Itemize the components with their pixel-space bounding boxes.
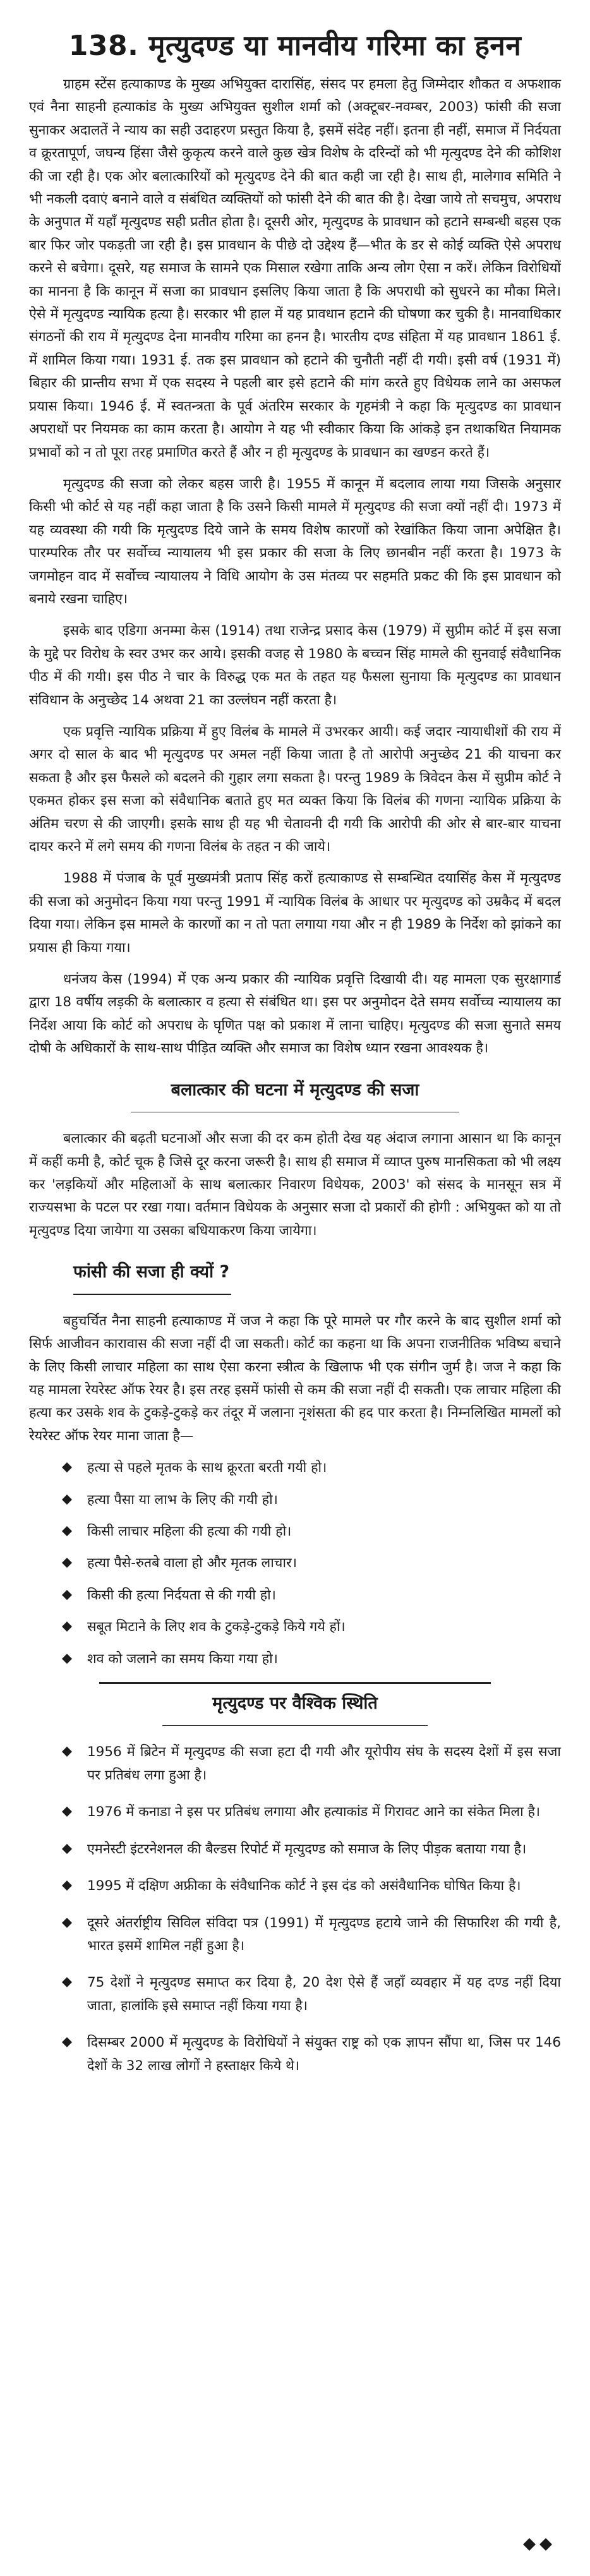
section-underline — [131, 1112, 459, 1113]
list-item: किसी लाचार महिला की हत्या की गयी हो। — [29, 1520, 561, 1543]
paragraph-1: ग्राहम स्टेंस हत्याकाण्ड के मुख्य अभियुक्त दारासिंह, संसद पर हमला हेतु जिम्मेदार शौकत व अफशाक एवं नैना साहनी हत्याकांड के मुख्य अभियुक्त सुशील शर्मा को (अक्टूबर-नवम्बर, 2003) फांसी की सजा सुनाकर अदालतें ने न्याय का सही उदाहरण प्रस्तुत किया है, इसमें संदेह नहीं। इतना ही नहीं, समाज में निर्दयता व क्रूरतापूर्ण, जघन्य हिंसा जैसे कुकृत्य करने वाले कुछ खेत्र विशेष के दरिन्दों को भी मृत्युदण्ड देने की कोशिश की जा रही है। एक ओर बलात्कारियों को मृत्युदण्ड देने की बात कही जा रही है। साथ ही, मालेगाव समिति ने भी नकली दवाएं बनाने वाले व संबंधित व्यक्तियों को फांसी देने की बात की है। देखा जाये तो सचमुच, अपराध के अनुपात में यहाँ मृत्युदण्ड सही प्रतीत होता है। दूसरी ओर, मृत्युदण्ड के प्रावधान को हटाने सम्बन्धी बहस एक बार फिर जोर पकड़ती जा रही है। इस प्रावधान के पीछे दो उद्देश्य हैं—भीत के डर से कोई व्यक्ति ऐसे अपराध करने से बचेगा। दूसरे, यह समाज के सामने एक मिसाल रखेगा ताकि अन्य लोग ऐसा न करें। लेकिन विरोधियों का मानना है कि कानून में सजा का प्रावधान इसलिए किया जाता है कि अपराधी को सुधरने का मौका मिले। ऐसे में मृत्युदण्ड न्यायिक हत्या है। सरकार भी हाल में यह प्रावधान हटाने की घोषणा कर चुकी है। मानवाधिकार संगठनों की राय में मृत्युदण्ड देना मानवीय गरिमा का हनन है। भारतीय दण्ड संहिता में यह प्रावधान 1861 ई. में शामिल किया गया। 1931 ई. तक इस प्रावधान को हटाने की चुनौती नहीं दी गयी। इसी वर्ष (1931 में) बिहार की प्रान्तीय सभा में एक सदस्य ने पहली बार इसे हटाने की मांग करते हुए विधेयक लाने का असफल प्रयास किया। 1946 ई. में स्वतन्त्रता के पूर्व अंतरिम सरकार के गृहमंत्री ने कहा कि मृत्युदण्ड का प्रावधान अपराधों पर नियमक का काम करता है। आयोग ने यह भी स्वीकार किया कि आंकड़े इन तथाकथित नियामक प्रभावों को न तो पूरा तरह प्रमाणित करते हैं और न ही मृत्युदण्ड के प्रावधान का खण्डन करते हैं। — [29, 76, 561, 460]
list-item: 1995 में दक्षिण अफ्रीका के संवैधानिक कोर्ट ने इस दंड को असंवैधानिक घोषित किया है। — [29, 1875, 561, 1898]
diamond-bullet-icon — [62, 1622, 72, 1632]
list-item: हत्या पैसा या लाभ के लिए की गयी हो। — [29, 1489, 561, 1512]
intro-section — [29, 73, 561, 1061]
diamond-bullet-icon — [62, 1590, 72, 1600]
list-item: दूसरे अंतर्राष्ट्रीय सिविल संविदा पत्र (1991) में मृत्युदण्ड हटाये जाने की सिफारिश की गयी है, भारत इसमें शामिल नहीं हुआ है। — [29, 1912, 561, 1958]
why-hanging-section — [29, 1259, 561, 1671]
list-item: दिसम्बर 2000 में मृत्युदण्ड के विरोधियों ने संयुक्त राष्ट्र को एक ज्ञापन सौंपा था, जिस पर 146 देशों के 32 लाख लोगों ने हस्ताक्षर किये थे। — [29, 2031, 561, 2078]
list-item: 1956 में ब्रिटेन में मृत्युदण्ड की सजा हटा दी गयी और यूरोपीय संघ के सदस्य देशों में इस सजा पर प्रतिबंध लगा हुआ है। — [29, 1741, 561, 1787]
paragraph-4: एक प्रवृत्ति न्यायिक प्रक्रिया में हुए विलंब के मामले में उभरकर आयी। कई जदार न्यायाधीशों की राय में अगर दो साल के बाद भी मृत्युदण्ड पर अमल नहीं किया जाता है तो आरोपी अनुच्छेद 21 की याचना कर सकता है और इस फैसले को बदलने की गुहार लगा सकता है। परन्तु 1989 के त्रिवेदन केस में सुप्रीम कोर्ट ने एकमत होकर इस सजा को संवैधानिक बताते हुए मत व्यक्त किया कि विलंब की गणना न्यायिक प्रक्रिया के अंतिम चरण से की जाएगी। इसके साथ ही यह भी चेतावनी दी गयी कि आरोपी की ओर से बार-बार याचना दायर करने में लगे समय की गणना विलंब के तहत न की जाये। — [29, 723, 561, 855]
rape-death-penalty-section — [29, 1077, 561, 1243]
page-end-ornament — [523, 2538, 552, 2551]
list-item: हत्या पैसे-रुतबे वाला हो और मृतक लाचार। — [29, 1552, 561, 1575]
diamond-bullet-icon — [62, 1977, 72, 1987]
list-item: 75 देशों ने मृत्युदण्ड समाप्त कर दिया है, 20 देश ऐसे हैं जहाँ व्यवहार में यह दण्ड नहीं दिया जाता, हालांकि इसे समाप्त नहीं किया गया है। — [29, 1971, 561, 2018]
global-status-section — [29, 1682, 561, 2078]
paragraph-6: धनंजय केस (1994) में एक अन्य प्रकार की न्यायिक प्रवृत्ति दिखायी दी। यह मामला एक सुरक्षागार्ड द्वारा 18 वर्षीय लड़की के बलात्कार व हत्या से संबंधित था। इस पर अनुमोदन देते समय सर्वोच्च न्यायालय का निर्देश आया कि कोर्ट को अपराध के घृणित पक्ष को प्रकाश में लाना चाहिए। मृत्युदण्ड की सजा सुनाते समय दोषी के अधिकारों के साथ-साथ पीड़ित व्यक्ति और समाज का विशेष ध्यान रखना आवश्यक है। — [29, 972, 561, 1057]
diamond-bullet-icon — [62, 1462, 72, 1472]
diamond-bullet-icon — [62, 1495, 72, 1505]
diamond-bullet-icon — [62, 1654, 72, 1664]
section-heading: मृत्युदण्ड पर वैश्विक स्थिति — [212, 1693, 378, 1713]
rarest-of-rare-list — [29, 1457, 561, 1671]
diamond-bullet-icon — [62, 2037, 72, 2047]
diamond-bullet-icon — [62, 1844, 72, 1854]
paragraph-3: इसके बाद एडिगा अनम्मा केस (1914) तथा राजेन्द्र प्रसाद केस (1979) में सुप्रीम कोर्ट में इस सजा के मुद्दे पर विरोध के स्वर उभर कर आये। इसकी वजह से 1980 के बच्चन सिंह मामले की सुनवाई संवैधानिक पीठ में की गयी। इस पीठ ने चार के विरुद्ध एक मत के तहत यह फैसला सुनाया कि मृत्युदण्ड का प्रावधान संविधान के अनुच्छेद 14 अथवा 21 का उल्लंघन नहीं करता है। — [29, 623, 561, 708]
page-title: 138. मृत्युदण्ड या मानवीय गरिमा का हनन — [68, 30, 522, 62]
list-item: सबूत मिटाने के लिए शव के टुकड़े-टुकड़े किये गये हों। — [29, 1616, 561, 1639]
list-item: शव को जलाने का समय किया गया हो। — [29, 1648, 561, 1671]
diamond-bullet-icon — [62, 1747, 72, 1757]
paragraph-2: मृत्युदण्ड की सजा को लेकर बहस जारी है। 1955 में कानून में बदलाव लाया गया जिसके अनुसार किसी भी कोर्ट से यह नहीं कहा जाता है कि उसने किसी मामले में मृत्युदण्ड की सजा क्यों नहीं दी। 1973 में यह व्यवस्था की गयी कि मृत्युदण्ड दिये जाने के समय विशेष कारणों को रेखांकित किया जाना अपेक्षित है। पारम्परिक तौर पर सर्वोच्च न्यायालय भी इस प्रकार की सजा के लिए छानबीन नहीं करता है। 1973 के जगमोहन वाद में सर्वोच्च न्यायालय ने विधि आयोग के उस मंतव्य पर सहमति प्रकट की कि इस प्रावधान को बनाये रखना चाहिए। — [29, 476, 561, 607]
global-status-list — [29, 1741, 561, 2077]
diamond-ornament-icon — [539, 2538, 552, 2551]
diamond-bullet-icon — [62, 1881, 72, 1891]
section-paragraph: बलात्कार की बढ़ती घटनाओं और सजा की दर कम होती देख यह अंदाज लगाना आसान था कि कानून में कहीं कमी है, कोर्ट चूक है जिसे दूर करना जरूरी है। साथ ही समाज में व्याप्त पुरुष मानसिकता को भी लक्ष्य कर 'लड़कियों और महिलाओं के साथ बलात्कार निवारण विधेयक, 2003' को संसद के मानसून सत्र में राज्यसभा के पटल पर रखा गया। वर्तमान विधेयक के अनुसार सजा दो प्रकारों की होगी : अभियुक्त को या तो मृत्युदण्ड दिया जायेगा या उसका बधियाकरण किया जायेगा। — [29, 1131, 561, 1239]
section-topline — [99, 1682, 491, 1684]
list-item: एमनेस्टी इंटरनेशनल की बैल्डस रिपोर्ट में मृत्युदण्ड को समाज के लिए पीड़क बताया गया है। — [29, 1838, 561, 1861]
paragraph-5: 1988 में पंजाब के पूर्व मुख्यमंत्री प्रताप सिंह करों हत्याकाण्ड से सम्बन्धित दयासिंह केस में मृत्युदण्ड की सजा को अनुमोदन किया गया परन्तु 1991 में न्यायिक विलंब के आधार पर मृत्युदण्ड को उम्रकैद में बदल दिया गया। लेकिन इस मामले के कारणों का न तो पता लगाया गया और न ही 1989 के निर्देश को झांकने का प्रयास ही किया गया। — [29, 870, 561, 956]
section-heading: फांसी की सजा ही क्यों ? — [73, 1262, 230, 1282]
diamond-ornament-icon — [523, 2538, 536, 2551]
list-item: 1976 में कनाडा ने इस पर प्रतिबंध लगाया और हत्याकांड में गिरावट आने का संकेत मिला है। — [29, 1801, 561, 1824]
diamond-bullet-icon — [62, 1807, 72, 1817]
list-item: हत्या से पहले मृतक के साथ क्रूरता बरती गयी हो। — [29, 1457, 561, 1479]
diamond-bullet-icon — [62, 1918, 72, 1928]
section-paragraph: बहुचर्चित नैना साहनी हत्याकाण्ड में जज ने कहा कि पूरे मामले पर गौर करने के बाद सुशील शर्मा को सिर्फ आजीवन कारावास की सजा नहीं दी जा सकती। कोर्ट का कहना था कि अपना राजनीतिक भविष्य बचाने के लिए किसी लाचार महिला का साथ ऐसा करना स्त्रीत्व के खिलाफ भी एक संगीन जुर्म है। जज ने कहा कि यह मामला रेयरेस्ट ऑफ रेयर है। इस तरह इसमें फांसी से कम की सजा नहीं दी सकती। एक लाचार महिला की हत्या कर उसके शव के टुकड़े-टुकड़े कर तंदूर में जलाना नृशंसता की हद पार करता है। निम्नलिखित मामलों को रेयरेस्ट ऑफ रेयर माना जाता है— — [29, 1313, 561, 1444]
list-item: किसी की हत्या निर्दयता से की गयी हो। — [29, 1584, 561, 1607]
diamond-bullet-icon — [62, 1526, 72, 1536]
diamond-bullet-icon — [62, 1558, 72, 1568]
section-underline — [73, 1294, 231, 1295]
section-underline — [162, 1725, 428, 1726]
section-heading: बलात्कार की घटना में मृत्युदण्ड की सजा — [171, 1080, 419, 1100]
